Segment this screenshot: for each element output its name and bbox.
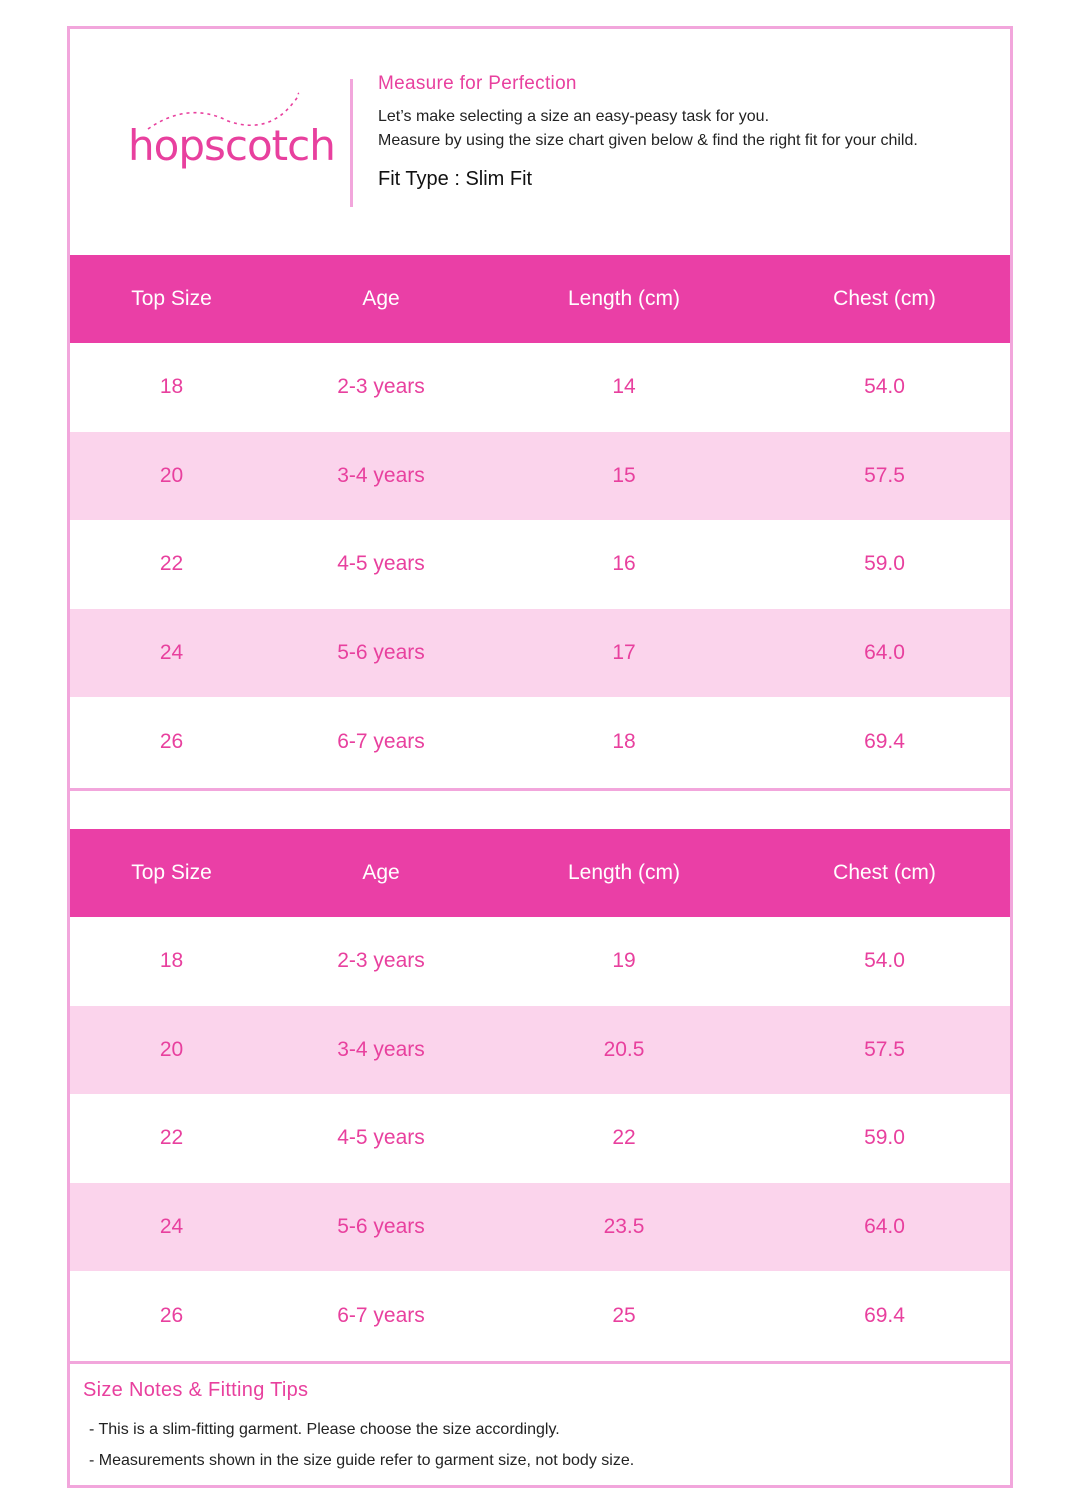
cell-top-size: 18 bbox=[159, 949, 184, 973]
cell-chest: 69.4 bbox=[864, 729, 905, 753]
cell-chest: 54.0 bbox=[864, 949, 905, 973]
header-chest: Chest (cm) bbox=[759, 255, 1010, 343]
hopscotch-logo bbox=[128, 91, 335, 181]
size-notes bbox=[70, 1365, 1010, 1485]
header-age: Age bbox=[273, 829, 489, 917]
cell-age: 3-4 years bbox=[273, 432, 489, 521]
header-top-size: Top Size bbox=[70, 829, 273, 917]
cell-length: 19 bbox=[612, 949, 636, 973]
cell-top-size: 26 bbox=[159, 729, 184, 753]
cell-age: 6-7 years bbox=[337, 729, 425, 753]
table-row bbox=[70, 1271, 1010, 1360]
cell-top-size: 18 bbox=[159, 375, 184, 399]
cell-length: 23.5 bbox=[489, 1183, 759, 1272]
table-row bbox=[70, 343, 1010, 432]
cell-age: 4-5 years bbox=[337, 1126, 425, 1150]
cell-length: 17 bbox=[489, 609, 759, 698]
cell-chest: 57.5 bbox=[759, 432, 1010, 521]
fit-type: Fit Type : Slim Fit bbox=[378, 168, 533, 190]
cell-chest: 59.0 bbox=[864, 1126, 905, 1150]
cell-length: 25 bbox=[612, 1303, 636, 1327]
cell-top-size: 26 bbox=[159, 1303, 184, 1327]
cell-chest: 57.5 bbox=[759, 1006, 1010, 1095]
cell-age: 5-6 years bbox=[273, 1183, 489, 1272]
intro-block bbox=[378, 73, 978, 191]
cell-length: 15 bbox=[489, 432, 759, 521]
table-2-bottom-rule bbox=[70, 1361, 1010, 1364]
cell-chest: 54.0 bbox=[864, 375, 905, 399]
cell-top-size: 22 bbox=[159, 552, 184, 576]
table-row bbox=[70, 1094, 1010, 1183]
notes-list bbox=[89, 1414, 634, 1476]
header-length: Length (cm) bbox=[489, 255, 759, 343]
header-divider bbox=[350, 79, 353, 207]
cell-length: 16 bbox=[612, 552, 636, 576]
cell-top-size: 22 bbox=[159, 1126, 184, 1150]
cell-age: 5-6 years bbox=[273, 609, 489, 698]
intro-text bbox=[378, 105, 978, 153]
header-chest: Chest (cm) bbox=[759, 829, 1010, 917]
cell-top-size: 24 bbox=[70, 1183, 273, 1272]
table-row bbox=[70, 432, 1010, 521]
cell-age: 2-3 years bbox=[337, 949, 425, 973]
cell-age: 2-3 years bbox=[337, 375, 425, 399]
cell-age: 6-7 years bbox=[337, 1303, 425, 1327]
size-table-2 bbox=[70, 829, 1010, 1360]
table-row bbox=[70, 697, 1010, 786]
table-row bbox=[70, 520, 1010, 609]
cell-length: 22 bbox=[612, 1126, 636, 1150]
table-row bbox=[70, 917, 1010, 1006]
size-chart-card bbox=[67, 26, 1013, 1488]
header-age: Age bbox=[273, 255, 489, 343]
cell-chest: 69.4 bbox=[864, 1303, 905, 1327]
table-header-row bbox=[70, 255, 1010, 343]
cell-top-size: 24 bbox=[70, 609, 273, 698]
cell-chest: 64.0 bbox=[759, 1183, 1010, 1272]
cell-top-size: 20 bbox=[70, 432, 273, 521]
size-table-1 bbox=[70, 255, 1010, 786]
cell-top-size: 20 bbox=[70, 1006, 273, 1095]
table-1-bottom-rule bbox=[70, 788, 1010, 791]
notes-heading: Size Notes & Fitting Tips bbox=[83, 1379, 309, 1401]
table-header-row bbox=[70, 829, 1010, 917]
table-row bbox=[70, 1006, 1010, 1095]
cell-age: 4-5 years bbox=[337, 552, 425, 576]
intro-heading: Measure for Perfection bbox=[378, 73, 577, 94]
list-item: - This is a slim-fitting garment. Please choose the size accordingly. bbox=[89, 1421, 560, 1438]
cell-length: 18 bbox=[612, 729, 636, 753]
intro-line-1: Let’s make selecting a size an easy-peasy task for you. bbox=[378, 108, 770, 125]
cell-chest: 59.0 bbox=[864, 552, 905, 576]
intro-line-2: Measure by using the size chart given below & find the right fit for your child. bbox=[378, 132, 918, 149]
chart-header bbox=[70, 29, 1010, 255]
cell-chest: 64.0 bbox=[759, 609, 1010, 698]
cell-length: 20.5 bbox=[489, 1006, 759, 1095]
list-item: - Measurements shown in the size guide refer to garment size, not body size. bbox=[89, 1452, 635, 1469]
logo-text: hopscotch bbox=[128, 121, 335, 170]
cell-age: 3-4 years bbox=[273, 1006, 489, 1095]
header-length: Length (cm) bbox=[489, 829, 759, 917]
table-row bbox=[70, 1183, 1010, 1272]
table-row bbox=[70, 609, 1010, 698]
header-top-size: Top Size bbox=[70, 255, 273, 343]
cell-length: 14 bbox=[612, 375, 636, 399]
